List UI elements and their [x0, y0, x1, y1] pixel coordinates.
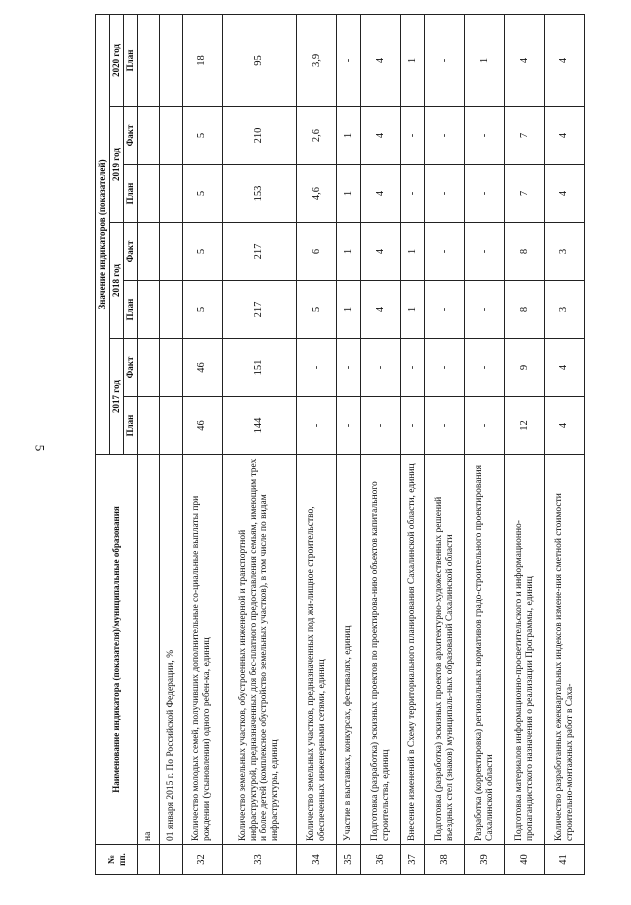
- indicator-value: 5: [182, 223, 222, 281]
- indicator-value: [138, 339, 160, 397]
- indicator-value: 7: [505, 107, 545, 165]
- indicator-value: 4: [545, 397, 585, 455]
- indicator-value: [160, 339, 182, 397]
- indicator-value: [160, 223, 182, 281]
- header-year-2018: 2018 год: [110, 223, 124, 339]
- indicator-value: 2,6: [297, 107, 337, 165]
- indicator-value: 5: [182, 281, 222, 339]
- indicator-value: 1: [337, 223, 361, 281]
- indicator-value: 6: [297, 223, 337, 281]
- header-name: Наименование индикатора (показателя)/муниципальные образования: [96, 455, 138, 845]
- indicator-value: 144: [222, 397, 297, 455]
- indicator-value: -: [425, 14, 465, 106]
- table-row: [465, 14, 505, 874]
- indicator-value: 1: [337, 107, 361, 165]
- header-fact: Факт: [124, 339, 138, 397]
- indicator-value: 4,6: [297, 165, 337, 223]
- indicator-value: -: [465, 397, 505, 455]
- indicator-value: -: [337, 14, 361, 106]
- indicator-value: -: [465, 281, 505, 339]
- indicator-name: Участие в выставках, конкурсах, фестивалях, единиц: [337, 455, 361, 845]
- indicator-value: -: [465, 223, 505, 281]
- table-row: [297, 14, 337, 874]
- indicator-value: 46: [182, 339, 222, 397]
- indicator-value: -: [361, 339, 401, 397]
- header-year-2020: 2020 год: [110, 14, 124, 106]
- indicator-value: 9: [505, 339, 545, 397]
- indicator-value: 1: [401, 14, 425, 106]
- header-no: № пп.: [96, 845, 138, 875]
- page-number: 5: [32, 444, 48, 452]
- indicator-value: -: [337, 339, 361, 397]
- indicator-value: 5: [182, 165, 222, 223]
- row-number: 33: [222, 845, 297, 875]
- indicator-name: на: [138, 455, 160, 845]
- row-number: 37: [401, 845, 425, 875]
- indicator-name: Подготовка (разработка) эскизных проектов архитектурно-художественных решений въездных стел (знаков) муниципаль-ных образований Сахалинской области: [425, 455, 465, 845]
- indicator-value: -: [425, 339, 465, 397]
- row-number: 39: [465, 845, 505, 875]
- indicator-value: -: [401, 397, 425, 455]
- indicator-value: [138, 107, 160, 165]
- header-plan: План: [124, 281, 138, 339]
- indicator-name: Количество земельных участков, предназначенных под жи-лищное строительство, обеспеченных инженерными сетями, единиц: [297, 455, 337, 845]
- indicator-value: [138, 165, 160, 223]
- table-row: [222, 14, 297, 874]
- indicator-value: 4: [361, 14, 401, 106]
- indicator-value: [138, 397, 160, 455]
- indicator-value: 4: [505, 14, 545, 106]
- indicator-table: [95, 14, 585, 875]
- indicator-value: -: [361, 397, 401, 455]
- table-row: [182, 14, 222, 874]
- header-plan: План: [124, 165, 138, 223]
- row-number: [160, 845, 182, 875]
- table-row: [337, 14, 361, 874]
- row-number: 40: [505, 845, 545, 875]
- indicator-value: -: [465, 107, 505, 165]
- header-plan: План: [124, 397, 138, 455]
- indicator-value: -: [425, 107, 465, 165]
- indicator-name: Подготовка материалов информационно-просветительского и информационно-пропагандистского назначения о реализации Программы, единиц: [505, 455, 545, 845]
- indicator-name: 01 января 2015 г. По Российской Федерации, %: [160, 455, 182, 845]
- indicator-value: -: [401, 165, 425, 223]
- row-number: [138, 845, 160, 875]
- indicator-name: Количество земельных участков, обустроенных инженерной и транспортной инфраструктурой, предназначенных для бес-платного предоставления семьям, имеющим трех и более детей (комплексное обустройство земельных участков), в том числе по видам инфраструктуры, единиц: [222, 455, 297, 845]
- indicator-value: 8: [505, 223, 545, 281]
- table-row: [401, 14, 425, 874]
- header-indicators: Значение индикаторов (показателей): [96, 14, 110, 454]
- indicator-value: [160, 14, 182, 106]
- indicator-name: Подготовка (разработка) эскизных проектов по проектирова-нию объектов капитального строительства, единиц: [361, 455, 401, 845]
- row-number: 35: [337, 845, 361, 875]
- indicator-name: Внесение изменений в Схему территориального планирования Сахалинской области, единиц: [401, 455, 425, 845]
- indicator-name: Разработка (корректировка) региональных нормативов градо-строительного проектирования Сахалинской области: [465, 455, 505, 845]
- indicator-value: 4: [361, 165, 401, 223]
- indicator-value: 153: [222, 165, 297, 223]
- indicator-value: 1: [337, 281, 361, 339]
- indicator-name: Количество разработанных ежеквартальных индексов измене-ния сметной стоимости строительно-монтажных работ в Саха-: [545, 455, 585, 845]
- indicator-value: -: [401, 339, 425, 397]
- indicator-value: -: [425, 223, 465, 281]
- indicator-value: 217: [222, 281, 297, 339]
- indicator-value: 8: [505, 281, 545, 339]
- indicator-value: 4: [361, 281, 401, 339]
- indicator-value: 3,9: [297, 14, 337, 106]
- indicator-value: 5: [297, 281, 337, 339]
- indicator-value: -: [297, 339, 337, 397]
- table-row: [138, 14, 160, 874]
- indicator-value: 95: [222, 14, 297, 106]
- table-row: [545, 14, 585, 874]
- header-fact: Факт: [124, 107, 138, 165]
- row-number: 36: [361, 845, 401, 875]
- indicator-value: [138, 223, 160, 281]
- indicator-value: 4: [545, 165, 585, 223]
- indicator-value: -: [425, 281, 465, 339]
- indicator-value: 4: [361, 223, 401, 281]
- header-year-2019: 2019 год: [110, 107, 124, 223]
- indicator-value: 4: [545, 339, 585, 397]
- header-year-2017: 2017 год: [110, 339, 124, 455]
- row-number: 41: [545, 845, 585, 875]
- indicator-value: 4: [361, 107, 401, 165]
- table-row: [361, 14, 401, 874]
- indicator-value: 1: [337, 165, 361, 223]
- indicator-value: -: [337, 397, 361, 455]
- indicator-value: -: [465, 339, 505, 397]
- indicator-value: [160, 281, 182, 339]
- indicator-value: [160, 107, 182, 165]
- indicator-value: [160, 397, 182, 455]
- indicator-value: 1: [465, 14, 505, 106]
- header-plan: План: [124, 14, 138, 106]
- row-number: 32: [182, 845, 222, 875]
- indicator-value: 210: [222, 107, 297, 165]
- indicator-value: -: [465, 165, 505, 223]
- indicator-value: -: [401, 107, 425, 165]
- indicator-value: 5: [182, 107, 222, 165]
- indicator-value: -: [425, 397, 465, 455]
- table-body: [138, 14, 585, 874]
- table-row: [160, 14, 182, 874]
- indicator-value: 151: [222, 339, 297, 397]
- table-row: [505, 14, 545, 874]
- indicator-value: [160, 165, 182, 223]
- indicator-value: 4: [545, 14, 585, 106]
- indicator-value: 1: [401, 281, 425, 339]
- indicator-value: 3: [545, 281, 585, 339]
- row-number: 34: [297, 845, 337, 875]
- row-number: 38: [425, 845, 465, 875]
- table-row: [425, 14, 465, 874]
- indicator-value: 18: [182, 14, 222, 106]
- indicator-value: [138, 14, 160, 106]
- indicator-value: 1: [401, 223, 425, 281]
- indicator-value: 7: [505, 165, 545, 223]
- indicator-name: Количество молодых семей, получивших дополнительные со-циальные выплаты при рождении (усыновлении) одного ребен-ка, единиц: [182, 455, 222, 845]
- indicator-value: 217: [222, 223, 297, 281]
- indicator-value: 46: [182, 397, 222, 455]
- indicator-value: 3: [545, 223, 585, 281]
- indicator-value: -: [297, 397, 337, 455]
- header-fact: Факт: [124, 223, 138, 281]
- indicator-value: 12: [505, 397, 545, 455]
- indicator-value: [138, 281, 160, 339]
- indicator-value: 4: [545, 107, 585, 165]
- indicator-value: -: [425, 165, 465, 223]
